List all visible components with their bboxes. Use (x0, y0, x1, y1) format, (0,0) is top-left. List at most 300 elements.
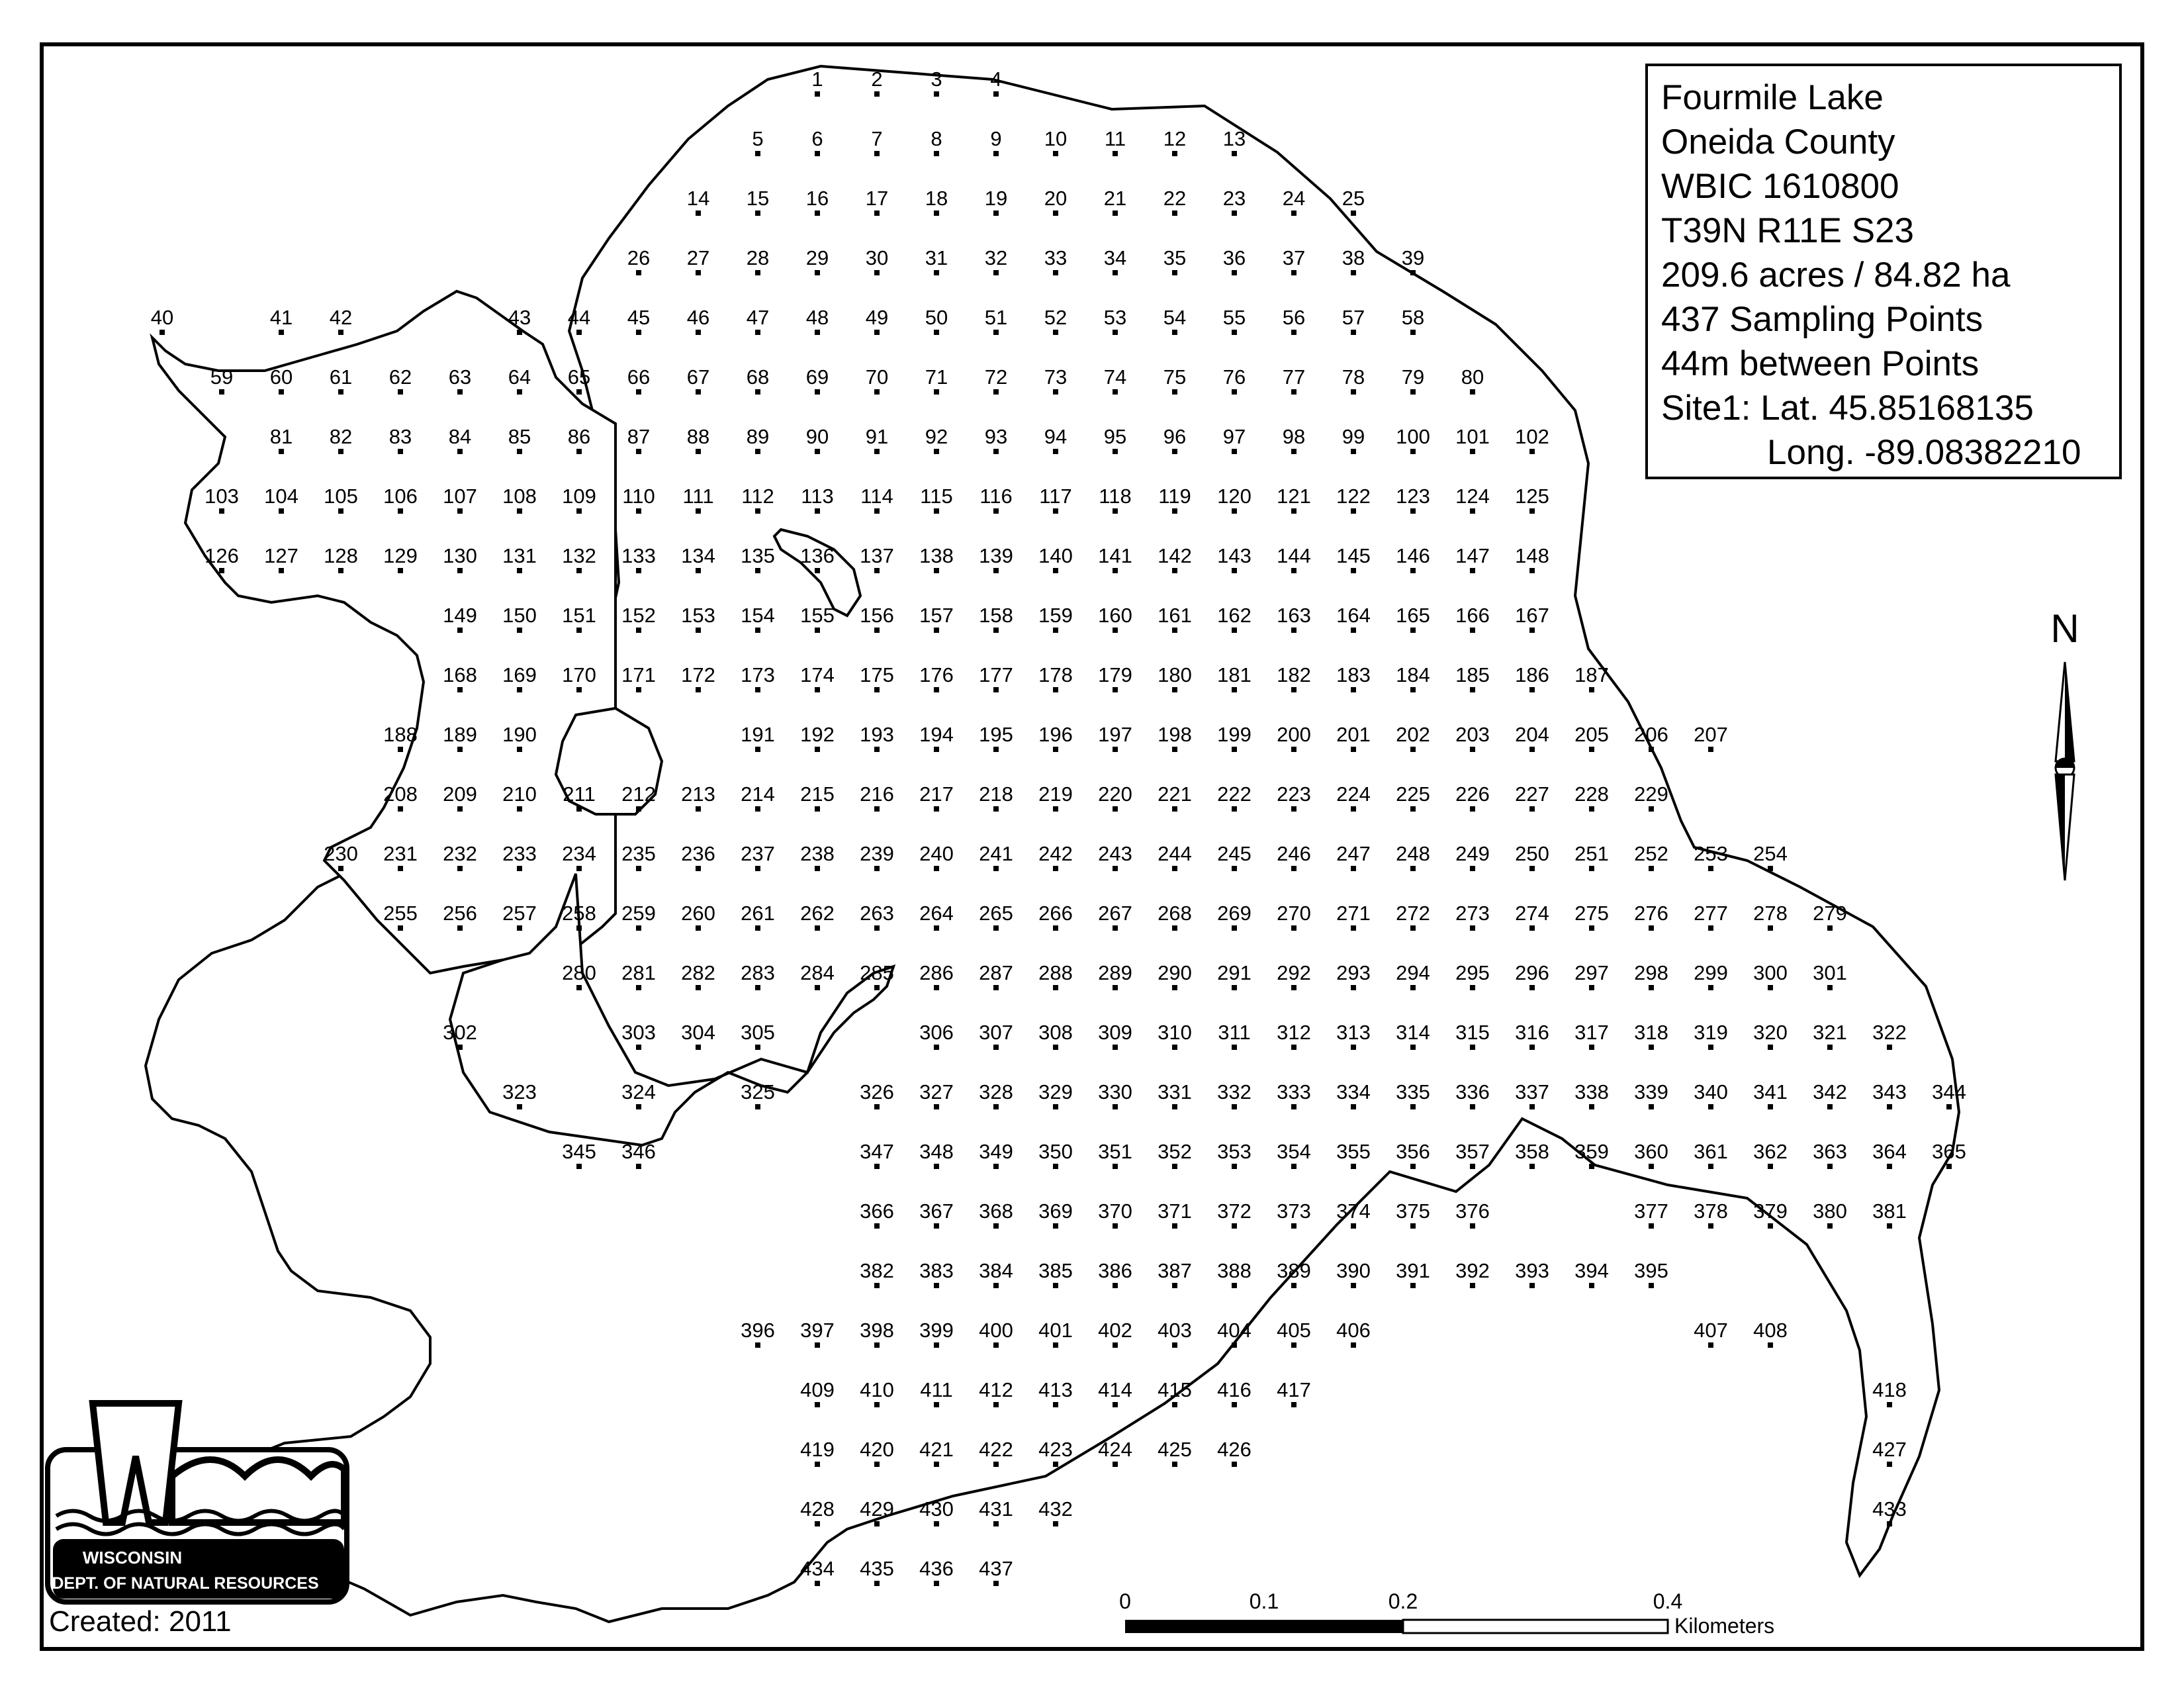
sampling-point-label: 26 (627, 246, 651, 269)
sampling-point-label: 420 (860, 1438, 894, 1461)
sampling-point-label: 366 (860, 1199, 894, 1223)
sampling-point-marker (874, 91, 880, 97)
lake-county: Oneida County (1661, 122, 1895, 162)
sampling-point-marker (1351, 985, 1356, 990)
sampling-point-label: 7 (871, 127, 883, 150)
sampling-point-marker (696, 270, 701, 275)
sampling-point-label: 337 (1515, 1080, 1549, 1103)
sampling-point-label: 320 (1753, 1021, 1788, 1044)
sampling-point-label: 238 (800, 842, 835, 865)
sampling-point-label: 419 (800, 1438, 835, 1461)
sampling-point-marker (1351, 449, 1356, 454)
sampling-point-marker (1113, 925, 1118, 931)
scale-bar (1119, 1589, 1774, 1638)
sampling-point-label: 116 (979, 485, 1013, 508)
sampling-point-marker (1708, 1342, 1713, 1348)
sampling-point-label: 87 (627, 425, 651, 448)
sampling-point-marker (755, 1342, 760, 1348)
sampling-point-marker (815, 330, 820, 335)
sampling-point-label: 165 (1396, 604, 1430, 627)
sampling-point-label: 205 (1574, 723, 1609, 746)
sampling-point-marker (1172, 151, 1177, 156)
sampling-point-marker (1410, 866, 1416, 871)
sampling-point-marker (755, 866, 760, 871)
sampling-point-label: 372 (1217, 1199, 1251, 1223)
sampling-point-marker (755, 1045, 760, 1050)
sampling-point-marker (1708, 866, 1713, 871)
sampling-point-marker (993, 270, 999, 275)
sampling-point-marker (1053, 1045, 1058, 1050)
sampling-point-marker (934, 330, 939, 335)
sampling-point-label: 226 (1455, 782, 1490, 806)
sampling-point-marker (1351, 1342, 1356, 1348)
sampling-point-label: 108 (502, 485, 537, 508)
sampling-point-marker (457, 806, 463, 812)
sampling-point-label: 258 (562, 902, 596, 925)
sampling-point-marker (517, 747, 522, 752)
sampling-point-marker (696, 925, 701, 931)
sampling-point-label: 186 (1515, 663, 1549, 686)
sampling-point-label: 3 (931, 68, 942, 91)
sampling-point-label: 375 (1396, 1199, 1430, 1223)
sampling-point-marker (219, 568, 224, 573)
sampling-point-label: 222 (1217, 782, 1251, 806)
north-label: N (2050, 606, 2079, 651)
sampling-point-label: 388 (1217, 1259, 1251, 1282)
sampling-point-label: 32 (984, 246, 1008, 269)
sampling-point-marker (636, 687, 641, 692)
sampling-point-marker (1351, 1164, 1356, 1169)
sampling-point-marker (934, 1462, 939, 1467)
sampling-point-marker (1887, 1104, 1892, 1109)
sampling-point-label: 43 (508, 306, 531, 329)
sampling-point-marker (1172, 1223, 1177, 1229)
sampling-point-marker (398, 925, 403, 931)
sampling-point-marker (1768, 985, 1773, 990)
lake-wbic: WBIC 1610800 (1661, 167, 1899, 206)
sampling-point-label: 399 (919, 1319, 954, 1342)
sampling-point-marker (1589, 1045, 1594, 1050)
sampling-point-label: 310 (1158, 1021, 1192, 1044)
sampling-point-marker (576, 628, 582, 633)
sampling-point-marker (1649, 985, 1654, 990)
sampling-point-marker (1529, 1045, 1535, 1050)
sampling-point-marker (1053, 1342, 1058, 1348)
sampling-point-label: 358 (1515, 1140, 1549, 1163)
sampling-point-label: 277 (1694, 902, 1728, 925)
sampling-point-marker (874, 330, 880, 335)
sampling-point-label: 123 (1396, 485, 1430, 508)
sampling-point-marker (815, 151, 820, 156)
sampling-point-label: 334 (1336, 1080, 1371, 1103)
sampling-point-marker (1232, 1045, 1237, 1050)
sampling-point-marker (159, 330, 165, 335)
sampling-point-marker (1649, 1045, 1654, 1050)
sampling-point-marker (636, 1164, 641, 1169)
sampling-point-marker (1529, 1283, 1535, 1288)
sampling-point-label: 235 (621, 842, 656, 865)
sampling-point-label: 37 (1282, 246, 1306, 269)
sampling-point-marker (993, 806, 999, 812)
sampling-point-marker (934, 568, 939, 573)
sampling-point-marker (1470, 925, 1475, 931)
sampling-point-label: 143 (1217, 544, 1251, 567)
sampling-point-label: 192 (800, 723, 835, 746)
sampling-point-label: 412 (979, 1378, 1013, 1401)
sampling-point-marker (815, 1462, 820, 1467)
sampling-point-marker (576, 866, 582, 871)
sampling-point-label: 60 (269, 365, 293, 389)
sampling-point-label: 99 (1342, 425, 1365, 448)
sampling-point-marker (755, 151, 760, 156)
sampling-point-marker (398, 389, 403, 395)
sampling-point-label: 376 (1455, 1199, 1490, 1223)
sampling-point-label: 197 (1098, 723, 1132, 746)
sampling-point-label: 267 (1098, 902, 1132, 925)
sampling-point-marker (1589, 866, 1594, 871)
sampling-point-label: 348 (919, 1140, 954, 1163)
sampling-point-marker (934, 1223, 939, 1229)
sampling-point-label: 208 (383, 782, 418, 806)
sampling-point-label: 311 (1218, 1021, 1251, 1044)
sampling-point-marker (1172, 866, 1177, 871)
sampling-point-label: 318 (1634, 1021, 1668, 1044)
sampling-point-marker (457, 389, 463, 395)
sampling-point-marker (696, 866, 701, 871)
sampling-point-marker (1053, 1283, 1058, 1288)
sampling-point-label: 327 (919, 1080, 954, 1103)
sampling-point-label: 122 (1336, 485, 1371, 508)
sampling-point-label: 214 (741, 782, 775, 806)
sampling-point-marker (755, 389, 760, 395)
sampling-point-label: 45 (627, 306, 651, 329)
sampling-point-marker (1172, 330, 1177, 335)
sampling-point-marker (1470, 508, 1475, 514)
sampling-point-label: 306 (919, 1021, 954, 1044)
sampling-point-label: 117 (1039, 485, 1072, 508)
sampling-point-label: 228 (1574, 782, 1609, 806)
sampling-point-label: 315 (1455, 1021, 1490, 1044)
sampling-point-marker (517, 628, 522, 633)
sampling-point-marker (1113, 866, 1118, 871)
sampling-point-marker (993, 1402, 999, 1407)
sampling-point-label: 166 (1455, 604, 1490, 627)
sampling-point-marker (1053, 211, 1058, 216)
sampling-point-label: 397 (800, 1319, 835, 1342)
sampling-point-marker (696, 389, 701, 395)
sampling-point-label: 434 (800, 1557, 835, 1580)
sampling-point-marker (874, 389, 880, 395)
sampling-point-label: 218 (979, 782, 1013, 806)
sampling-point-marker (755, 628, 760, 633)
sampling-point-marker (1053, 1402, 1058, 1407)
sampling-point-label: 433 (1872, 1497, 1907, 1521)
sampling-point-label: 40 (150, 306, 174, 329)
sampling-point-label: 137 (860, 544, 894, 567)
sampling-point-label: 430 (919, 1497, 954, 1521)
sampling-point-marker (993, 1104, 999, 1109)
sampling-point-label: 94 (1044, 425, 1068, 448)
sampling-point-marker (1053, 687, 1058, 692)
sampling-point-label: 93 (984, 425, 1008, 448)
sampling-point-marker (1351, 687, 1356, 692)
sampling-point-marker (874, 925, 880, 931)
sampling-point-label: 347 (860, 1140, 894, 1163)
sampling-point-marker (934, 925, 939, 931)
sampling-point-marker (1232, 1342, 1237, 1348)
sampling-point-marker (1232, 508, 1237, 514)
sampling-point-label: 69 (805, 365, 829, 389)
sampling-point-label: 257 (502, 902, 537, 925)
sampling-point-label: 11 (1104, 127, 1126, 150)
sampling-point-marker (636, 866, 641, 871)
sampling-point-marker (1708, 1104, 1713, 1109)
sampling-point-label: 36 (1222, 246, 1246, 269)
sampling-point-label: 308 (1038, 1021, 1073, 1044)
sampling-point-label: 221 (1158, 782, 1192, 806)
sampling-point-label: 211 (563, 782, 596, 806)
sampling-point-marker (457, 568, 463, 573)
sampling-point-label: 261 (741, 902, 775, 925)
sampling-point-marker (1649, 1164, 1654, 1169)
sampling-point-marker (874, 1283, 880, 1288)
sampling-point-label: 115 (920, 485, 953, 508)
sampling-point-marker (815, 628, 820, 633)
sampling-point-label: 194 (919, 723, 954, 746)
sampling-point-label: 290 (1158, 961, 1192, 984)
sampling-point-marker (1053, 806, 1058, 812)
sampling-point-marker (1589, 925, 1594, 931)
sampling-point-marker (1172, 568, 1177, 573)
sampling-point-label: 232 (443, 842, 477, 865)
sampling-point-marker (1529, 508, 1535, 514)
sampling-point-label: 374 (1336, 1199, 1371, 1223)
sampling-point-marker (1053, 1521, 1058, 1526)
sampling-point-label: 150 (502, 604, 537, 627)
sampling-point-label: 57 (1342, 306, 1365, 329)
sampling-point-label: 332 (1217, 1080, 1251, 1103)
sampling-point-marker (1291, 1045, 1297, 1050)
sampling-point-label: 200 (1277, 723, 1311, 746)
sampling-point-marker (1708, 1045, 1713, 1050)
sampling-point-label: 68 (746, 365, 770, 389)
north-arrow (2050, 606, 2079, 880)
sampling-point-marker (338, 508, 343, 514)
sampling-point-marker (1768, 1223, 1773, 1229)
sampling-point-label: 17 (865, 187, 889, 210)
sampling-point-marker (1589, 747, 1594, 752)
sampling-point-label: 418 (1872, 1378, 1907, 1401)
sampling-point-label: 64 (508, 365, 531, 389)
sampling-point-marker (1291, 1342, 1297, 1348)
sampling-point-marker (1232, 1402, 1237, 1407)
sampling-point-label: 432 (1038, 1497, 1073, 1521)
sampling-point-marker (219, 389, 224, 395)
sampling-point-label: 138 (919, 544, 954, 567)
sampling-point-label: 403 (1158, 1319, 1192, 1342)
sampling-point-marker (815, 985, 820, 990)
sampling-point-marker (1053, 866, 1058, 871)
sampling-point-label: 39 (1401, 246, 1425, 269)
sampling-point-marker (576, 568, 582, 573)
sampling-point-marker (338, 866, 343, 871)
sampling-point-marker (517, 806, 522, 812)
sampling-point-marker (457, 449, 463, 454)
sampling-point-label: 97 (1222, 425, 1246, 448)
sampling-point-label: 307 (979, 1021, 1013, 1044)
sampling-point-label: 282 (681, 961, 715, 984)
sampling-point-label: 111 (682, 485, 714, 508)
sampling-point-label: 301 (1813, 961, 1847, 984)
sampling-point-marker (338, 389, 343, 395)
sampling-point-marker (1232, 866, 1237, 871)
sampling-point-label: 153 (681, 604, 715, 627)
sampling-point-marker (755, 568, 760, 573)
sampling-point-label: 207 (1694, 723, 1728, 746)
sampling-point-marker (1768, 1342, 1773, 1348)
sampling-point-marker (934, 1342, 939, 1348)
sampling-point-label: 244 (1158, 842, 1192, 865)
sampling-point-marker (993, 628, 999, 633)
sampling-point-label: 49 (865, 306, 889, 329)
sampling-point-marker (993, 508, 999, 514)
sampling-point-marker (1410, 925, 1416, 931)
sampling-point-marker (1529, 985, 1535, 990)
sampling-point-label: 86 (567, 425, 591, 448)
sampling-point-marker (1232, 1104, 1237, 1109)
sampling-point-label: 329 (1038, 1080, 1073, 1103)
sampling-point-label: 160 (1098, 604, 1132, 627)
sampling-point-label: 29 (805, 246, 829, 269)
sampling-point-marker (815, 91, 820, 97)
sampling-point-label: 233 (502, 842, 537, 865)
sampling-point-marker (1113, 330, 1118, 335)
sampling-point-label: 416 (1217, 1378, 1251, 1401)
sampling-point-marker (1053, 568, 1058, 573)
sampling-point-label: 131 (502, 544, 537, 567)
sampling-point-label: 47 (746, 306, 770, 329)
sampling-point-marker (755, 449, 760, 454)
sampling-point-marker (993, 330, 999, 335)
sampling-point-marker (398, 747, 403, 752)
sampling-point-label: 270 (1277, 902, 1311, 925)
sampling-point-marker (1529, 925, 1535, 931)
sampling-point-label: 70 (865, 365, 889, 389)
sampling-point-label: 224 (1336, 782, 1371, 806)
sampling-point-label: 394 (1574, 1259, 1609, 1282)
sampling-point-label: 56 (1282, 306, 1306, 329)
sampling-point-marker (1827, 1223, 1833, 1229)
sampling-point-label: 58 (1401, 306, 1425, 329)
sampling-point-label: 367 (919, 1199, 954, 1223)
sampling-point-marker (1410, 568, 1416, 573)
sampling-point-marker (1410, 687, 1416, 692)
sampling-point-label: 323 (502, 1080, 537, 1103)
sampling-point-marker (874, 806, 880, 812)
sampling-point-marker (1291, 628, 1297, 633)
scale-tick-1: 0.1 (1249, 1589, 1279, 1613)
sampling-point-marker (993, 211, 999, 216)
sampling-point-label: 136 (800, 544, 835, 567)
sampling-point-label: 175 (860, 663, 894, 686)
sampling-point-label: 76 (1222, 365, 1246, 389)
sampling-point-marker (1470, 1104, 1475, 1109)
sampling-point-label: 359 (1574, 1140, 1609, 1163)
sampling-point-marker (1351, 1223, 1356, 1229)
sampling-point-label: 84 (448, 425, 472, 448)
sampling-point-marker (1291, 330, 1297, 335)
sampling-point-marker (934, 508, 939, 514)
sampling-point-marker (934, 866, 939, 871)
sampling-point-marker (1589, 985, 1594, 990)
logo-line2: DEPT. OF NATURAL RESOURCES (52, 1574, 319, 1593)
sampling-point-label: 5 (752, 127, 764, 150)
sampling-point-marker (1232, 568, 1237, 573)
sampling-point-label: 35 (1163, 246, 1187, 269)
lake-point-spacing: 44m between Points (1661, 344, 1979, 383)
sampling-point-marker (993, 1164, 999, 1169)
sampling-point-label: 196 (1038, 723, 1073, 746)
sampling-point-label: 293 (1336, 961, 1371, 984)
sampling-point-marker (1053, 1223, 1058, 1229)
sampling-point-label: 384 (979, 1259, 1013, 1282)
sampling-point-marker (1589, 1164, 1594, 1169)
sampling-point-label: 135 (741, 544, 775, 567)
sampling-point-label: 417 (1277, 1378, 1311, 1401)
sampling-point-marker (1351, 1283, 1356, 1288)
sampling-point-marker (874, 1581, 880, 1586)
sampling-point-marker (934, 270, 939, 275)
sampling-point-label: 437 (979, 1557, 1013, 1580)
sampling-point-marker (1827, 1104, 1833, 1109)
sampling-point-label: 275 (1574, 902, 1609, 925)
sampling-point-label: 33 (1044, 246, 1068, 269)
sampling-point-marker (1113, 449, 1118, 454)
sampling-point-label: 326 (860, 1080, 894, 1103)
sampling-point-label: 322 (1872, 1021, 1907, 1044)
sampling-point-label: 130 (443, 544, 477, 567)
sampling-point-marker (815, 449, 820, 454)
sampling-point-label: 113 (801, 485, 834, 508)
sampling-point-label: 262 (800, 902, 835, 925)
sampling-point-label: 402 (1098, 1319, 1132, 1342)
sampling-point-label: 250 (1515, 842, 1549, 865)
sampling-point-label: 401 (1038, 1319, 1073, 1342)
sampling-point-label: 168 (443, 663, 477, 686)
sampling-point-marker (934, 1581, 939, 1586)
sampling-point-marker (1351, 330, 1356, 335)
sampling-point-marker (1232, 330, 1237, 335)
sampling-point-label: 314 (1396, 1021, 1430, 1044)
sampling-point-label: 253 (1694, 842, 1728, 865)
sampling-point-marker (874, 568, 880, 573)
sampling-point-marker (755, 1104, 760, 1109)
sampling-point-label: 14 (686, 187, 710, 210)
sampling-point-marker (934, 747, 939, 752)
sampling-point-marker (1291, 1104, 1297, 1109)
sampling-point-marker (636, 1045, 641, 1050)
sampling-point-marker (636, 449, 641, 454)
sampling-point-label: 162 (1217, 604, 1251, 627)
sampling-point-marker (815, 687, 820, 692)
sampling-point-label: 201 (1336, 723, 1371, 746)
sampling-point-label: 22 (1163, 187, 1187, 210)
sampling-point-label: 273 (1455, 902, 1490, 925)
sampling-point-marker (1410, 985, 1416, 990)
sampling-point-marker (1529, 449, 1535, 454)
sampling-point-marker (815, 1342, 820, 1348)
sampling-point-marker (696, 330, 701, 335)
